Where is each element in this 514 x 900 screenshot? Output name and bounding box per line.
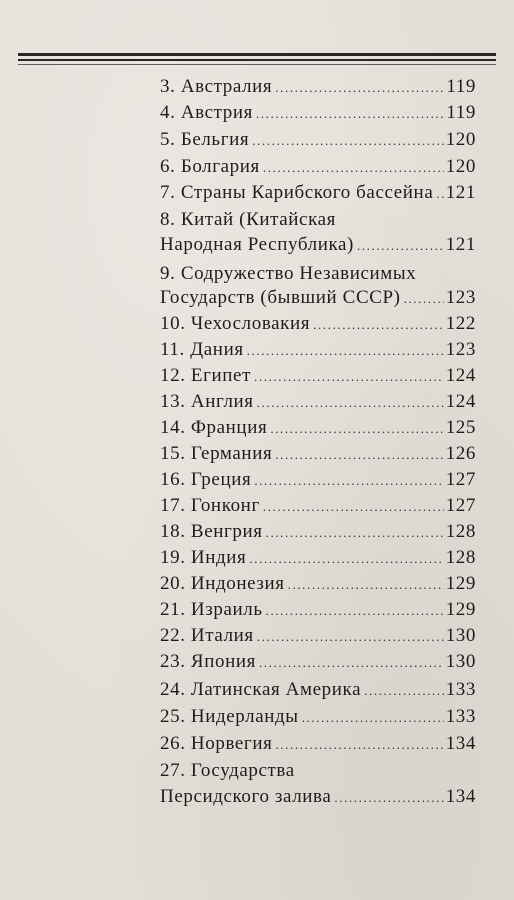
toc-entry	[160, 623, 476, 649]
toc-entry-title: 27. Государства	[160, 760, 295, 781]
toc-page-number: 128	[445, 547, 476, 568]
toc-page-number: 134	[445, 786, 476, 807]
toc-entry	[160, 311, 476, 337]
toc-page-number: 134	[445, 733, 476, 754]
toc-entry-title-continuation: Народная Республика)	[160, 234, 354, 255]
toc-entry	[160, 154, 476, 180]
dot-leader	[302, 705, 444, 731]
toc-entry-title: 13. Англия	[160, 391, 254, 412]
dot-leader	[275, 732, 443, 758]
toc-entry	[160, 704, 476, 730]
dot-leader	[404, 286, 444, 312]
toc-page-number: 128	[445, 521, 476, 542]
dot-leader	[254, 364, 444, 390]
toc-entry-title: 21. Израиль	[160, 599, 263, 620]
toc-page-number: 125	[445, 417, 476, 438]
toc-entry	[160, 493, 476, 519]
toc-page-number: 123	[445, 339, 476, 360]
toc-entry-title: 8. Китай (Китайская	[160, 209, 336, 230]
toc-page-number: 121	[445, 182, 476, 203]
toc-entry-title: 7. Страны Карибского бассейна	[160, 182, 434, 203]
toc-entry-title-continuation: Персидского залива	[160, 786, 332, 807]
dot-leader	[257, 624, 444, 650]
dot-leader	[364, 678, 444, 704]
dot-leader	[249, 546, 443, 572]
dot-leader	[252, 128, 443, 154]
toc-entry	[160, 758, 476, 784]
toc-entry-title: 20. Индонезия	[160, 573, 285, 594]
toc-entry-title: 4. Австрия	[160, 102, 253, 123]
toc-entry-title: 9. Содружество Независимых	[160, 263, 417, 284]
toc-entry-title: 10. Чехословакия	[160, 313, 311, 334]
toc-entry-continuation	[160, 784, 476, 810]
toc-page-number: 123	[445, 287, 476, 308]
toc-entry	[160, 74, 476, 100]
toc-entry-title-continuation: Государств (бывший СССР)	[160, 287, 401, 308]
dot-leader	[357, 233, 444, 259]
toc-entry-title: 14. Франция	[160, 417, 268, 438]
toc-page-number: 130	[445, 651, 476, 672]
toc-page-number: 126	[445, 443, 476, 464]
toc-entry	[160, 731, 476, 757]
dot-leader	[270, 416, 443, 442]
toc-entry	[160, 127, 476, 153]
toc-page-number: 119	[446, 76, 476, 97]
dot-leader	[266, 598, 444, 624]
toc-page-number: 121	[445, 234, 476, 255]
dot-leader	[436, 181, 443, 207]
toc-entry-title: 5. Бельгия	[160, 129, 250, 150]
dot-leader	[259, 650, 444, 676]
toc-entry	[160, 649, 476, 675]
toc-entry	[160, 545, 476, 571]
toc-entry	[160, 337, 476, 363]
dot-leader	[334, 785, 443, 811]
toc-entry-title: 16. Греция	[160, 469, 252, 490]
toc-entry-title: 18. Венгрия	[160, 521, 263, 542]
toc-entry-title: 11. Дания	[160, 339, 244, 360]
dot-leader	[313, 312, 444, 338]
toc-entry-title: 12. Египет	[160, 365, 251, 386]
toc-entry	[160, 441, 476, 467]
toc-entry-title: 17. Гонконг	[160, 495, 260, 516]
toc-entry-title: 15. Германия	[160, 443, 273, 464]
toc-entry-title: 19. Индия	[160, 547, 247, 568]
toc-entry	[160, 415, 476, 441]
dot-leader	[247, 338, 444, 364]
toc-page-number: 120	[445, 129, 476, 150]
toc-entry	[160, 363, 476, 389]
toc-entry	[160, 519, 476, 545]
toc-entry	[160, 571, 476, 597]
dot-leader	[288, 572, 444, 598]
toc-page-number: 127	[445, 469, 476, 490]
toc-entry-title: 25. Нидерланды	[160, 706, 299, 727]
dot-leader	[263, 494, 444, 520]
toc-page-number: 119	[446, 102, 476, 123]
toc-entry-title: 23. Япония	[160, 651, 256, 672]
toc-page-number: 124	[445, 391, 476, 412]
toc-page-number: 129	[445, 573, 476, 594]
toc-page-number: 124	[445, 365, 476, 386]
toc-entry	[160, 467, 476, 493]
toc-entry	[160, 597, 476, 623]
toc-entry	[160, 180, 476, 206]
dot-leader	[257, 390, 444, 416]
dot-leader	[254, 468, 443, 494]
toc-page-number: 129	[445, 599, 476, 620]
dot-leader	[263, 155, 444, 181]
toc-entry-title: 22. Италия	[160, 625, 254, 646]
toc-entry	[160, 207, 476, 233]
toc-page-number: 133	[445, 679, 476, 700]
toc-entry	[160, 389, 476, 415]
toc-entry-continuation	[160, 232, 476, 258]
dot-leader	[256, 101, 444, 127]
dot-leader	[275, 442, 443, 468]
toc-page-number: 122	[445, 313, 476, 334]
toc-page-number: 120	[445, 156, 476, 177]
toc-entry-title: 3. Австралия	[160, 76, 273, 97]
toc-entry	[160, 100, 476, 126]
toc-page-number: 127	[445, 495, 476, 516]
toc-entry-title: 24. Латинская Америка	[160, 679, 362, 700]
toc-entry	[160, 677, 476, 703]
toc-entry	[160, 261, 476, 287]
toc-entry-title: 26. Норвегия	[160, 733, 273, 754]
toc-entry-continuation	[160, 285, 476, 311]
dot-leader	[266, 520, 444, 546]
dot-leader	[275, 75, 444, 101]
toc-page-number: 133	[445, 706, 476, 727]
toc-entry-title: 6. Болгария	[160, 156, 260, 177]
toc-page-number: 130	[445, 625, 476, 646]
